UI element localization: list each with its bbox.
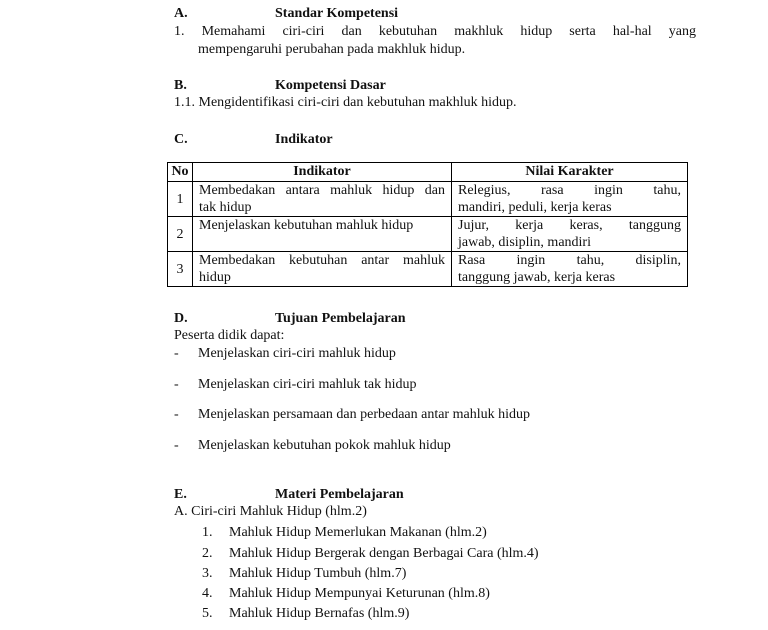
cell-line: Menjelaskan kebutuhan mahluk hidup: [199, 218, 414, 233]
list-bullet: -: [174, 407, 179, 422]
section-title: Materi Pembelajaran: [275, 487, 404, 502]
indikator-cell: [193, 252, 452, 287]
list-bullet: -: [174, 377, 179, 392]
section-title: Indikator: [275, 132, 333, 147]
header-nilai-karakter: Nilai Karakter: [452, 163, 688, 182]
row-number: 3: [168, 252, 193, 287]
list-item-number: 5.: [202, 606, 213, 621]
section-title: Tujuan Pembelajaran: [275, 311, 406, 326]
section-title: Kompetensi Dasar: [275, 78, 386, 93]
section-letter: E.: [174, 487, 187, 502]
cell-line: mandiri, peduli, kerja keras: [458, 200, 612, 215]
list-item: Mahluk Hidup Bernafas (hlm.9): [229, 606, 410, 621]
list-item-number: 2.: [202, 546, 213, 561]
section-letter: C.: [174, 132, 188, 147]
list-item: Menjelaskan ciri-ciri mahluk tak hidup: [198, 377, 417, 392]
table-header-row: [168, 163, 688, 182]
row-number: 1: [168, 182, 193, 217]
nilai-cell: [452, 182, 688, 217]
tujuan-intro: Peserta didik dapat:: [174, 328, 285, 343]
row-number: 2: [168, 217, 193, 252]
materi-subtitle: A. Ciri-ciri Mahluk Hidup (hlm.2): [174, 504, 367, 519]
cell-line: tak hidup: [199, 200, 252, 215]
nilai-cell: [452, 217, 688, 252]
table-row: [168, 182, 688, 217]
nilai-cell: [452, 252, 688, 287]
cell-line: jawab, disiplin, mandiri: [458, 235, 591, 250]
list-item-number: 3.: [202, 566, 213, 581]
standar-kompetensi-item-line2: mempengaruhi perubahan pada makhluk hidup.: [198, 42, 466, 57]
section-title: Standar Kompetensi: [275, 6, 399, 21]
header-no: No: [168, 163, 193, 182]
indikator-cell: [193, 182, 452, 217]
section-letter: A.: [174, 6, 188, 21]
list-item: Mahluk Hidup Tumbuh (hlm.7): [229, 566, 407, 581]
cell-line: hidup: [199, 270, 231, 285]
section-letter: D.: [174, 311, 188, 326]
cell-line: Relegius, rasa ingin tahu,: [458, 183, 681, 198]
list-item: Menjelaskan ciri-ciri mahluk hidup: [198, 346, 396, 361]
cell-line: Membedakan kebutuhan antar mahluk: [199, 253, 445, 268]
indikator-cell: [193, 217, 452, 252]
list-bullet: -: [174, 438, 179, 453]
list-item: Menjelaskan kebutuhan pokok mahluk hidup: [198, 438, 451, 453]
table-row: [168, 217, 688, 252]
cell-line: Jujur, kerja keras, tanggung: [458, 218, 681, 233]
standar-kompetensi-item-line1: 1. Memahami ciri-ciri dan kebutuhan makhluk hidup serta hal-hal yang: [174, 24, 696, 39]
list-item-number: 1.: [202, 525, 213, 540]
table-row: [168, 252, 688, 287]
header-indikator: Indikator: [193, 163, 452, 182]
section-letter: B.: [174, 78, 187, 93]
kompetensi-dasar-item: 1.1. Mengidentifikasi ciri-ciri dan kebutuhan makhluk hidup.: [174, 95, 517, 110]
cell-line: Membedakan antara mahluk hidup dan: [199, 183, 445, 198]
list-bullet: -: [174, 346, 179, 361]
list-item-number: 4.: [202, 586, 213, 601]
indikator-table: [167, 162, 688, 287]
list-item: Mahluk Hidup Memerlukan Makanan (hlm.2): [229, 525, 487, 540]
list-item: Mahluk Hidup Mempunyai Keturunan (hlm.8): [229, 586, 490, 601]
cell-line: Rasa ingin tahu, disiplin,: [458, 253, 681, 268]
list-item: Mahluk Hidup Bergerak dengan Berbagai Cara (hlm.4): [229, 546, 539, 561]
list-item: Menjelaskan persamaan dan perbedaan antar mahluk hidup: [198, 407, 530, 422]
cell-line: tanggung jawab, kerja keras: [458, 270, 616, 285]
